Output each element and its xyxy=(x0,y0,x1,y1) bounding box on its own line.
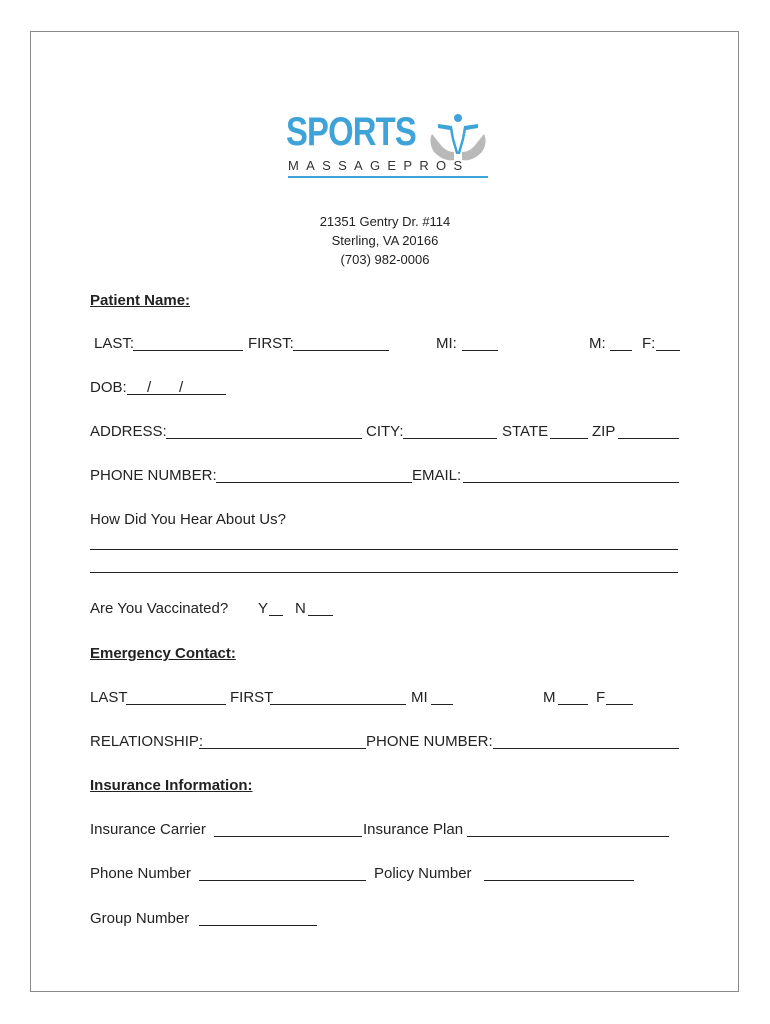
how-did-you-hear-label: How Did You Hear About Us? xyxy=(90,511,286,528)
vaccinated-yes-label: Y xyxy=(258,600,269,617)
logo-wordmark: SPORTS xyxy=(286,110,416,154)
emergency-m-label: M xyxy=(543,689,556,706)
city-label: CITY: xyxy=(366,423,404,440)
dob-field[interactable] xyxy=(127,380,226,395)
vaccinated-no-label: N xyxy=(295,600,306,617)
address-city: Sterling, VA 20166 xyxy=(331,233,439,248)
relationship-label: RELATIONSHIP: xyxy=(90,733,204,750)
how-did-you-hear-line-1[interactable] xyxy=(90,549,678,550)
phone-number-field[interactable] xyxy=(216,468,412,483)
mi-field[interactable] xyxy=(462,336,498,351)
athlete-hands-icon xyxy=(424,112,492,164)
phone-number-label: PHONE NUMBER: xyxy=(90,467,217,484)
address-phone: (703) 982-0006 xyxy=(340,252,430,267)
first-name-field[interactable] xyxy=(293,336,389,351)
zip-label: ZIP xyxy=(592,423,616,440)
dob-separator-1: / xyxy=(147,379,152,396)
vaccinated-yes-field[interactable] xyxy=(269,601,283,616)
emergency-first-field[interactable] xyxy=(270,690,406,705)
last-label: LAST: xyxy=(94,335,135,352)
insurance-plan-field[interactable] xyxy=(467,822,669,837)
emergency-f-field[interactable] xyxy=(606,690,633,705)
state-field[interactable] xyxy=(550,424,588,439)
m-field[interactable] xyxy=(610,336,632,351)
patient-name-heading: Patient Name: xyxy=(90,292,191,309)
relationship-field[interactable] xyxy=(199,734,366,749)
emergency-mi-field[interactable] xyxy=(431,690,453,705)
insurance-carrier-field[interactable] xyxy=(214,822,362,837)
address-street: 21351 Gentry Dr. #114 xyxy=(319,214,451,229)
address-label: ADDRESS: xyxy=(90,423,167,440)
how-did-you-hear-line-2[interactable] xyxy=(90,572,678,573)
sports-massage-pros-logo xyxy=(286,112,492,178)
emergency-mi-label: MI xyxy=(411,689,428,706)
emergency-first-label: FIRST xyxy=(230,689,274,706)
insurance-phone-field[interactable] xyxy=(199,866,366,881)
dob-label: DOB: xyxy=(90,379,127,396)
first-label: FIRST: xyxy=(248,335,294,352)
policy-number-field[interactable] xyxy=(484,866,634,881)
dob-separator-2: / xyxy=(179,379,184,396)
emergency-last-field[interactable] xyxy=(126,690,226,705)
email-label: EMAIL: xyxy=(412,467,462,484)
zip-field[interactable] xyxy=(618,424,679,439)
f-label: F: xyxy=(642,335,656,352)
last-name-field[interactable] xyxy=(133,336,243,351)
vaccinated-no-field[interactable] xyxy=(308,601,333,616)
emergency-contact-heading: Emergency Contact: xyxy=(90,645,236,662)
emergency-m-field[interactable] xyxy=(558,690,588,705)
insurance-phone-label: Phone Number xyxy=(90,865,191,882)
m-label: M: xyxy=(589,335,606,352)
insurance-plan-label: Insurance Plan xyxy=(363,821,464,838)
policy-number-label: Policy Number xyxy=(374,865,472,882)
logo-underline xyxy=(288,176,488,178)
f-field[interactable] xyxy=(656,336,680,351)
insurance-information-heading: Insurance Information: xyxy=(90,777,253,794)
city-field[interactable] xyxy=(403,424,497,439)
emergency-phone-field[interactable] xyxy=(493,734,679,749)
emergency-f-label: F xyxy=(596,689,606,706)
emergency-last-label: LAST xyxy=(90,689,128,706)
insurance-carrier-label: Insurance Carrier xyxy=(90,821,206,838)
state-label: STATE xyxy=(502,423,549,440)
email-field[interactable] xyxy=(463,468,679,483)
mi-label: MI: xyxy=(436,335,457,352)
emergency-phone-label: PHONE NUMBER: xyxy=(366,733,493,750)
logo-subtitle: MASSAGEPROS xyxy=(288,158,470,173)
group-number-label: Group Number xyxy=(90,910,190,927)
address-field[interactable] xyxy=(166,424,362,439)
vaccinated-label: Are You Vaccinated? xyxy=(90,600,229,617)
group-number-field[interactable] xyxy=(199,911,317,926)
